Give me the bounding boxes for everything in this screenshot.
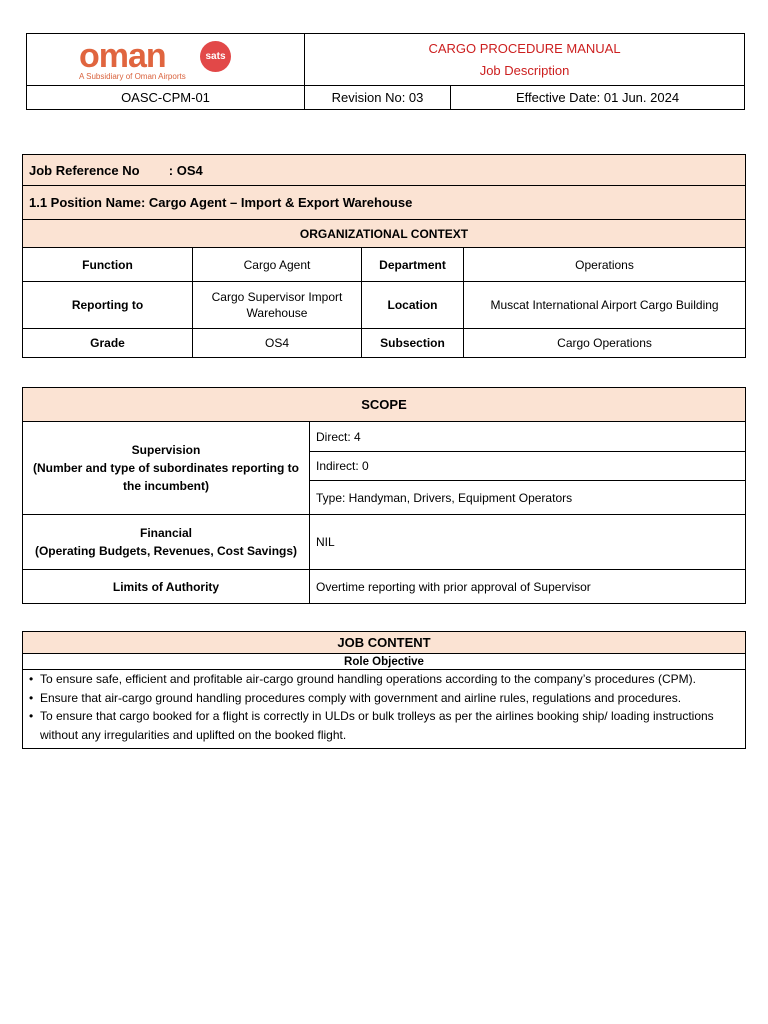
list-item: • To ensure safe, efficient and profitable air-cargo ground handling operations according to the company’s procedures (CPM). (27, 670, 739, 689)
document-code: OASC-CPM-01 (27, 86, 305, 110)
manual-title: CARGO PROCEDURE MANUAL (428, 40, 621, 56)
row-value: Operations (464, 248, 746, 282)
role-objective-heading: Role Objective (23, 654, 746, 670)
financial-label-cell (23, 515, 310, 570)
limits-label: Limits of Authority (23, 570, 310, 604)
indirect-subordinates: Indirect: 0 (310, 452, 746, 481)
supervision-label-cell (23, 422, 310, 515)
org-context-table (22, 154, 746, 358)
logo-cell (27, 34, 305, 86)
effective-date: Effective Date: 01 Jun. 2024 (451, 86, 745, 110)
financial-sublabel: (Operating Budgets, Revenues, Cost Savings) (34, 544, 298, 558)
table-row (23, 282, 746, 329)
logo-wordmark: oman (79, 37, 166, 75)
revision-number: Revision No: 03 (305, 86, 451, 110)
row-value: Cargo Supervisor Import Warehouse (193, 282, 362, 329)
row-label: Department (362, 248, 464, 282)
row-label: Grade (23, 329, 193, 358)
row-value: Muscat International Airport Cargo Building (464, 282, 746, 329)
row-value: Cargo Operations (464, 329, 746, 358)
document-header (26, 33, 745, 110)
list-item: • To ensure that cargo booked for a flight is correctly in ULDs or bulk trolleys as per the airlines booking ship/ loading instructions without any irregularities and uplifted on the booked flight. (27, 707, 739, 744)
limits-value: Overtime reporting with prior approval of Supervisor (310, 570, 746, 604)
row-label: Subsection (362, 329, 464, 358)
row-label: Location (362, 282, 464, 329)
row-value: OS4 (193, 329, 362, 358)
supervision-label: Supervision (131, 443, 201, 457)
row-label: Reporting to (23, 282, 193, 329)
subordinate-types: Type: Handyman, Drivers, Equipment Operators (310, 481, 746, 515)
financial-label: Financial (139, 526, 192, 540)
logo-tagline: A Subsidiary of Oman Airports (79, 72, 186, 81)
row-label: Function (23, 248, 193, 282)
job-content-table (22, 631, 746, 749)
table-row (23, 329, 746, 358)
scope-title: SCOPE (23, 388, 746, 422)
job-content-title: JOB CONTENT (23, 632, 746, 654)
title-cell (305, 34, 745, 86)
job-reference-label: Job Reference No (29, 162, 140, 178)
role-objective-list (23, 670, 745, 748)
scope-table (22, 387, 746, 604)
supervision-sublabel: (Number and type of subordinates reporting to the incumbent) (32, 461, 299, 493)
table-row (23, 248, 746, 282)
job-reference-row (23, 155, 746, 186)
document-type: Job Description (479, 62, 570, 78)
job-reference-value: OS4 (176, 162, 203, 178)
logo-badge: sats (200, 41, 231, 72)
job-reference-separator: : (168, 162, 174, 178)
list-item: • Ensure that air-cargo ground handling procedures comply with government and airline rules, regulations and procedures. (27, 689, 739, 708)
row-value: Cargo Agent (193, 248, 362, 282)
org-context-title: ORGANIZATIONAL CONTEXT (23, 220, 746, 248)
direct-subordinates: Direct: 4 (310, 422, 746, 452)
position-name: 1.1 Position Name: Cargo Agent – Import & Export Warehouse (23, 186, 746, 220)
role-objective-list-cell (23, 670, 746, 749)
financial-value: NIL (310, 515, 746, 570)
